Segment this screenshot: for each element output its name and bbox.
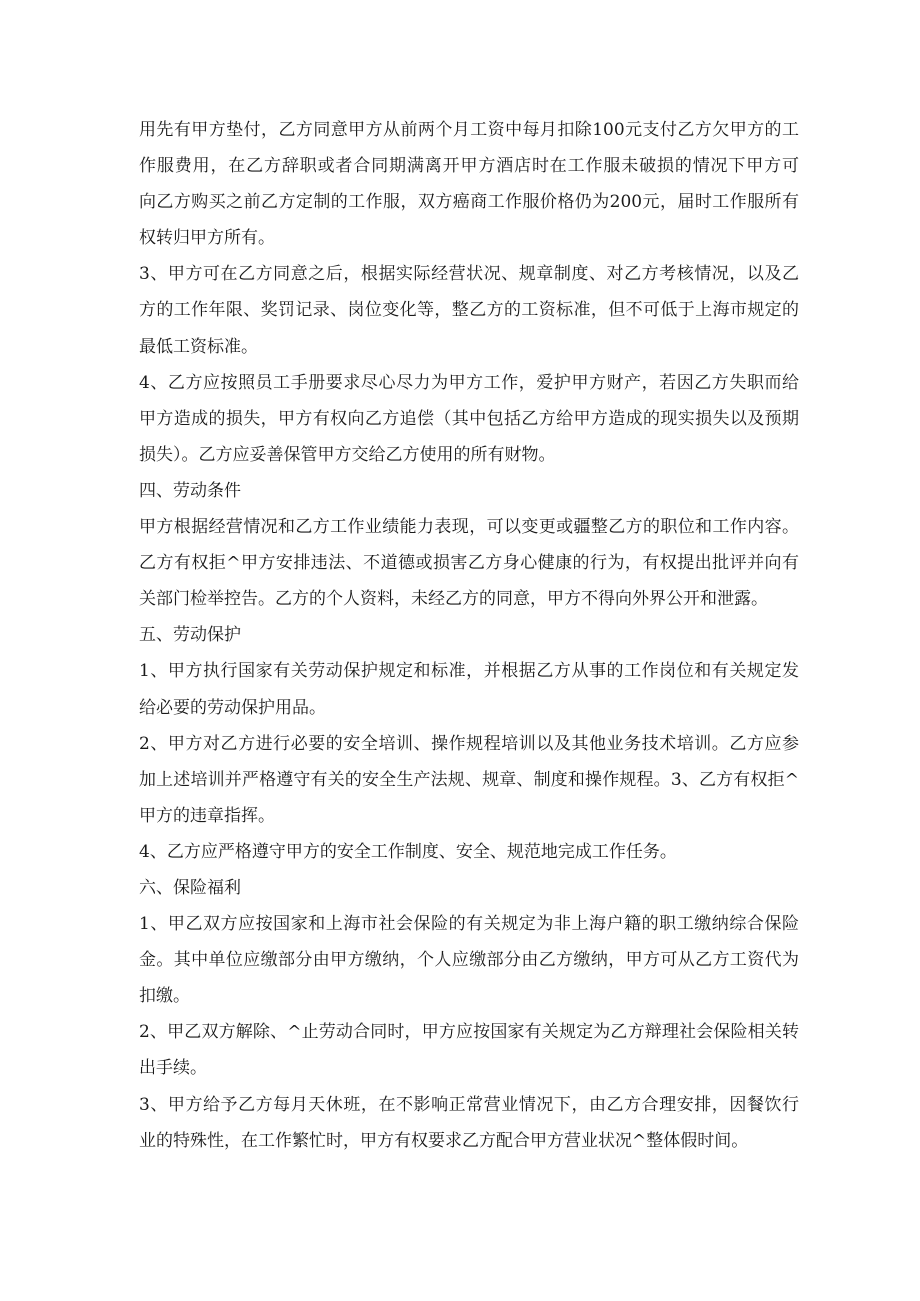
text-line: 2、甲方对乙方进行必要的安全培训、操作规程培训以及其他业务技术培训。乙方应参	[139, 733, 799, 754]
text-line: 金。其中单位应缴部分由甲方缴纳，个人应缴部分由乙方缴纳，甲方可从乙方工资代为	[139, 950, 799, 971]
text-line: 损失）。乙方应妥善保管甲方交给乙方使用的所有财物。	[139, 444, 556, 465]
text-line: 向乙方购买之前乙方定制的工作服，双方癌商工作服价格仍为200元，届时工作服所有	[139, 192, 799, 213]
text-line: 加上述培训并严格遵守有关的安全生产法规、规章、制度和操作规程。3、乙方有权拒^	[139, 769, 799, 790]
section-heading: 五、劳动保护	[139, 625, 241, 646]
text-line: 甲方造成的损失，甲方有权向乙方追偿（其中包括乙方给甲方造成的现实损失以及预期	[139, 408, 799, 429]
section-heading: 四、劳动条件	[139, 480, 241, 501]
text-line: 权转归甲方所有。	[139, 228, 275, 249]
section-heading: 六、保险福利	[139, 877, 241, 898]
text-line: 3、甲方给予乙方每月天休班，在不影响正常营业情况下，由乙方合理安排，因餐饮行	[139, 1094, 799, 1115]
text-line: 4、乙方应按照员工手册要求尽心尽力为甲方工作，爱护甲方财产，若因乙方失职而给	[139, 372, 799, 393]
text-line: 给必要的劳动保护用品。	[139, 697, 326, 718]
text-line: 方的工作年限、奖罚记录、岗位变化等，整乙方的工资标准，但不可低于上海市规定的	[139, 300, 799, 321]
text-line: 出手续。	[139, 1058, 207, 1079]
text-line: 1、甲乙双方应按国家和上海市社会保险的有关规定为非上海户籍的职工缴纳综合保险	[139, 914, 799, 935]
contract-body	[139, 112, 799, 1159]
text-line: 乙方有权拒^甲方安排违法、不道德或损害乙方身心健康的行为，有权提出批评并向有	[139, 553, 799, 574]
text-line: 3、甲方可在乙方同意之后，根据实际经营状况、规章制度、对乙方考核情况，以及乙	[139, 264, 799, 285]
text-line: 甲方的违章指挥。	[139, 805, 275, 826]
text-line: 业的特殊性，在工作繁忙时，甲方有权要求乙方配合甲方营业状况^整体假时间。	[139, 1130, 749, 1151]
text-line: 扣缴。	[139, 986, 190, 1007]
text-line: 甲方根据经营情况和乙方工作业绩能力表现，可以变更或疆整乙方的职位和工作内容。	[139, 517, 799, 538]
text-line: 用先有甲方垫付，乙方同意甲方从前两个月工资中每月扣除100元支付乙方欠甲方的工	[139, 120, 799, 140]
text-line: 最低工资标准。	[139, 336, 258, 357]
text-line: 关部门检举控告。乙方的个人资料，未经乙方的同意，甲方不得向外界公开和泄露。	[139, 589, 768, 610]
text-line: 4、乙方应严格遵守甲方的安全工作制度、安全、规范地完成工作任务。	[139, 841, 677, 862]
text-line: 1、甲方执行国家有关劳动保护规定和标准，并根据乙方从事的工作岗位和有关规定发	[139, 661, 799, 682]
text-line: 作服费用，在乙方辞职或者合同期满离开甲方酒店时在工作服未破损的情况下甲方可	[139, 156, 799, 177]
text-line: 2、甲乙双方解除、^止劳动合同时，甲方应按国家有关规定为乙方辩理社会保险相关转	[139, 1022, 799, 1043]
